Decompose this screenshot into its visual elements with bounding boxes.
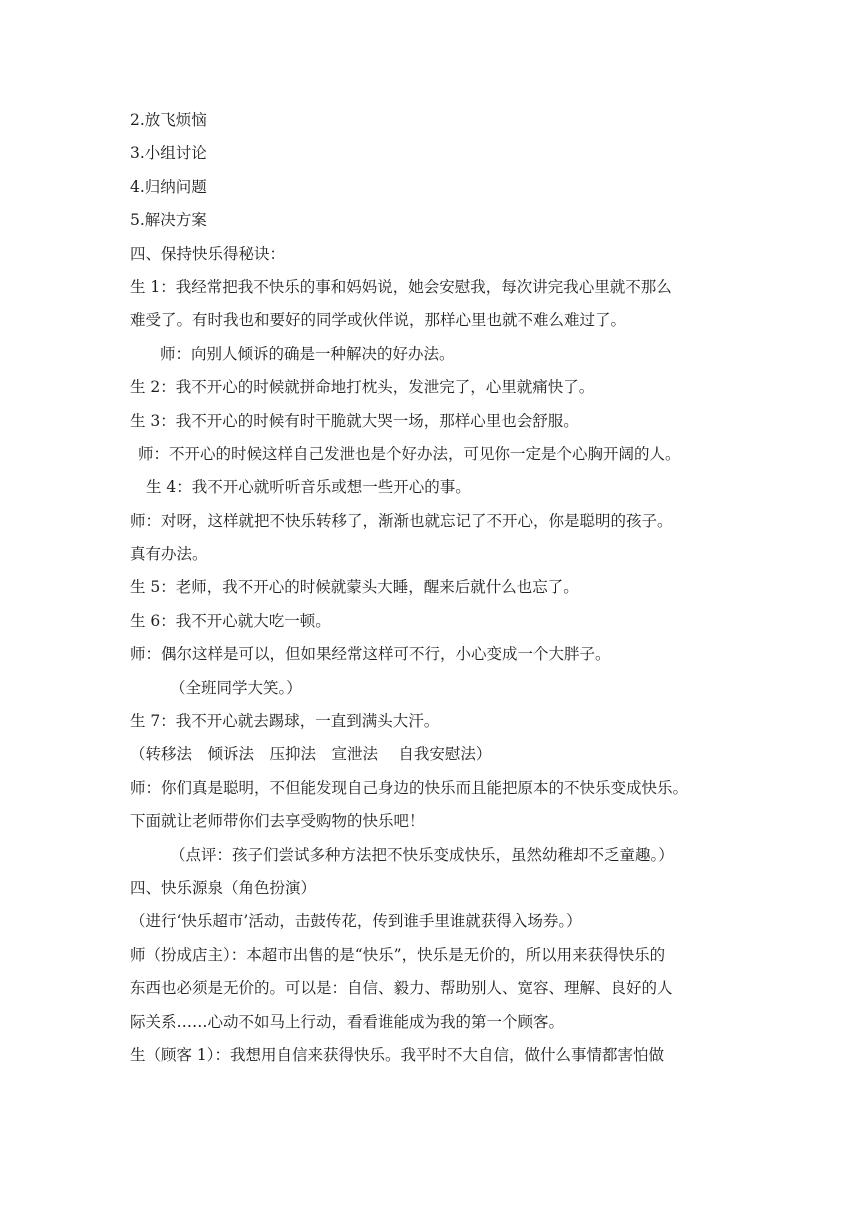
paragraph-line: 师：偶尔这样是可以，但如果经常这样可不行，小心变成一个大胖子。 bbox=[130, 645, 611, 664]
section-heading-source: 四、快乐源泉（角色扮演） bbox=[130, 878, 317, 897]
paragraph-line: 生 1：我经常把我不快乐的事和妈妈说，她会安慰我，每次讲完我心里就不那么 bbox=[130, 277, 672, 296]
paragraph-line: 生 4：我不开心就听听音乐或想一些开心的事。 bbox=[146, 478, 471, 497]
list-item-step-3: 3.小组讨论 bbox=[130, 144, 207, 163]
paragraph-line: 生 6：我不开心就大吃一顿。 bbox=[130, 611, 331, 630]
paragraph-line: 真有办法。 bbox=[130, 545, 208, 564]
list-item-step-2: 2.放飞烦恼 bbox=[130, 111, 207, 129]
list-item-step-5: 5.解决方案 bbox=[130, 211, 207, 230]
paragraph-line: 师（扮成店主）：本超市出售的是“快乐”，快乐是无价的，所以用来获得快乐的 bbox=[130, 945, 666, 964]
paragraph-line: 下面就让老师带你们去享受购物的快乐吧！ bbox=[130, 812, 425, 831]
paragraph-line: 东西也必须是无价的。可以是：自信、毅力、帮助别人、宽容、理解、良好的人 bbox=[130, 979, 673, 998]
paragraph-line: 师：不开心的时候这样自己发泄也是个好办法，可见你一定是个心胸开阔的人。 bbox=[138, 444, 681, 463]
paragraph-line: 生（顾客 1）：我想用自信来获得快乐。我平时不大自信，做什么事情都害怕做 bbox=[130, 1045, 665, 1064]
list-item-step-4: 4.归纳问题 bbox=[130, 177, 207, 196]
paragraph-line: 生 2：我不开心的时候就拼命地打枕头，发泄完了，心里就痛快了。 bbox=[130, 378, 595, 397]
section-heading-secrets: 四、保持快乐得秘诀： bbox=[130, 244, 286, 263]
paragraph-line: 际关系……心动不如马上行动，看看谁能成为我的第一个顾客。 bbox=[130, 1012, 565, 1031]
paragraph-line: （转移法 倾诉法 压抑法 宣泄法 自我安慰法） bbox=[130, 745, 492, 764]
paragraph-line: 师：你们真是聪明，不但能发现自己身边的快乐而且能把原本的不快乐变成快乐。 bbox=[130, 778, 689, 797]
paragraph-line: （点评：孩子们尝试多种方法把不快乐变成快乐，虽然幼稚却不乏童趣。） bbox=[170, 845, 674, 864]
paragraph-line: 生 5：老师，我不开心的时候就蒙头大睡，醒来后就什么也忘了。 bbox=[130, 578, 579, 597]
paragraph-line: 师：向别人倾诉的确是一种解决的好办法。 bbox=[160, 344, 455, 363]
paragraph-line: （进行‘快乐超市’活动，击鼓传花，传到谁手里谁就获得入场券。） bbox=[130, 912, 582, 931]
paragraph-line: 生 3：我不开心的时候有时干脆就大哭一场，那样心里也会舒服。 bbox=[130, 411, 579, 430]
paragraph-line: 生 7：我不开心就去踢球，一直到满头大汗。 bbox=[130, 712, 440, 731]
paragraph-line: 师：对呀，这样就把不快乐转移了，渐渐也就忘记了不开心，你是聪明的孩子。 bbox=[130, 511, 673, 530]
paragraph-line: （全班同学大笑。） bbox=[170, 678, 302, 697]
document-body bbox=[130, 104, 740, 1072]
paragraph-line: 难受了。有时我也和要好的同学或伙伴说，那样心里也就不难么难过了。 bbox=[130, 311, 627, 330]
